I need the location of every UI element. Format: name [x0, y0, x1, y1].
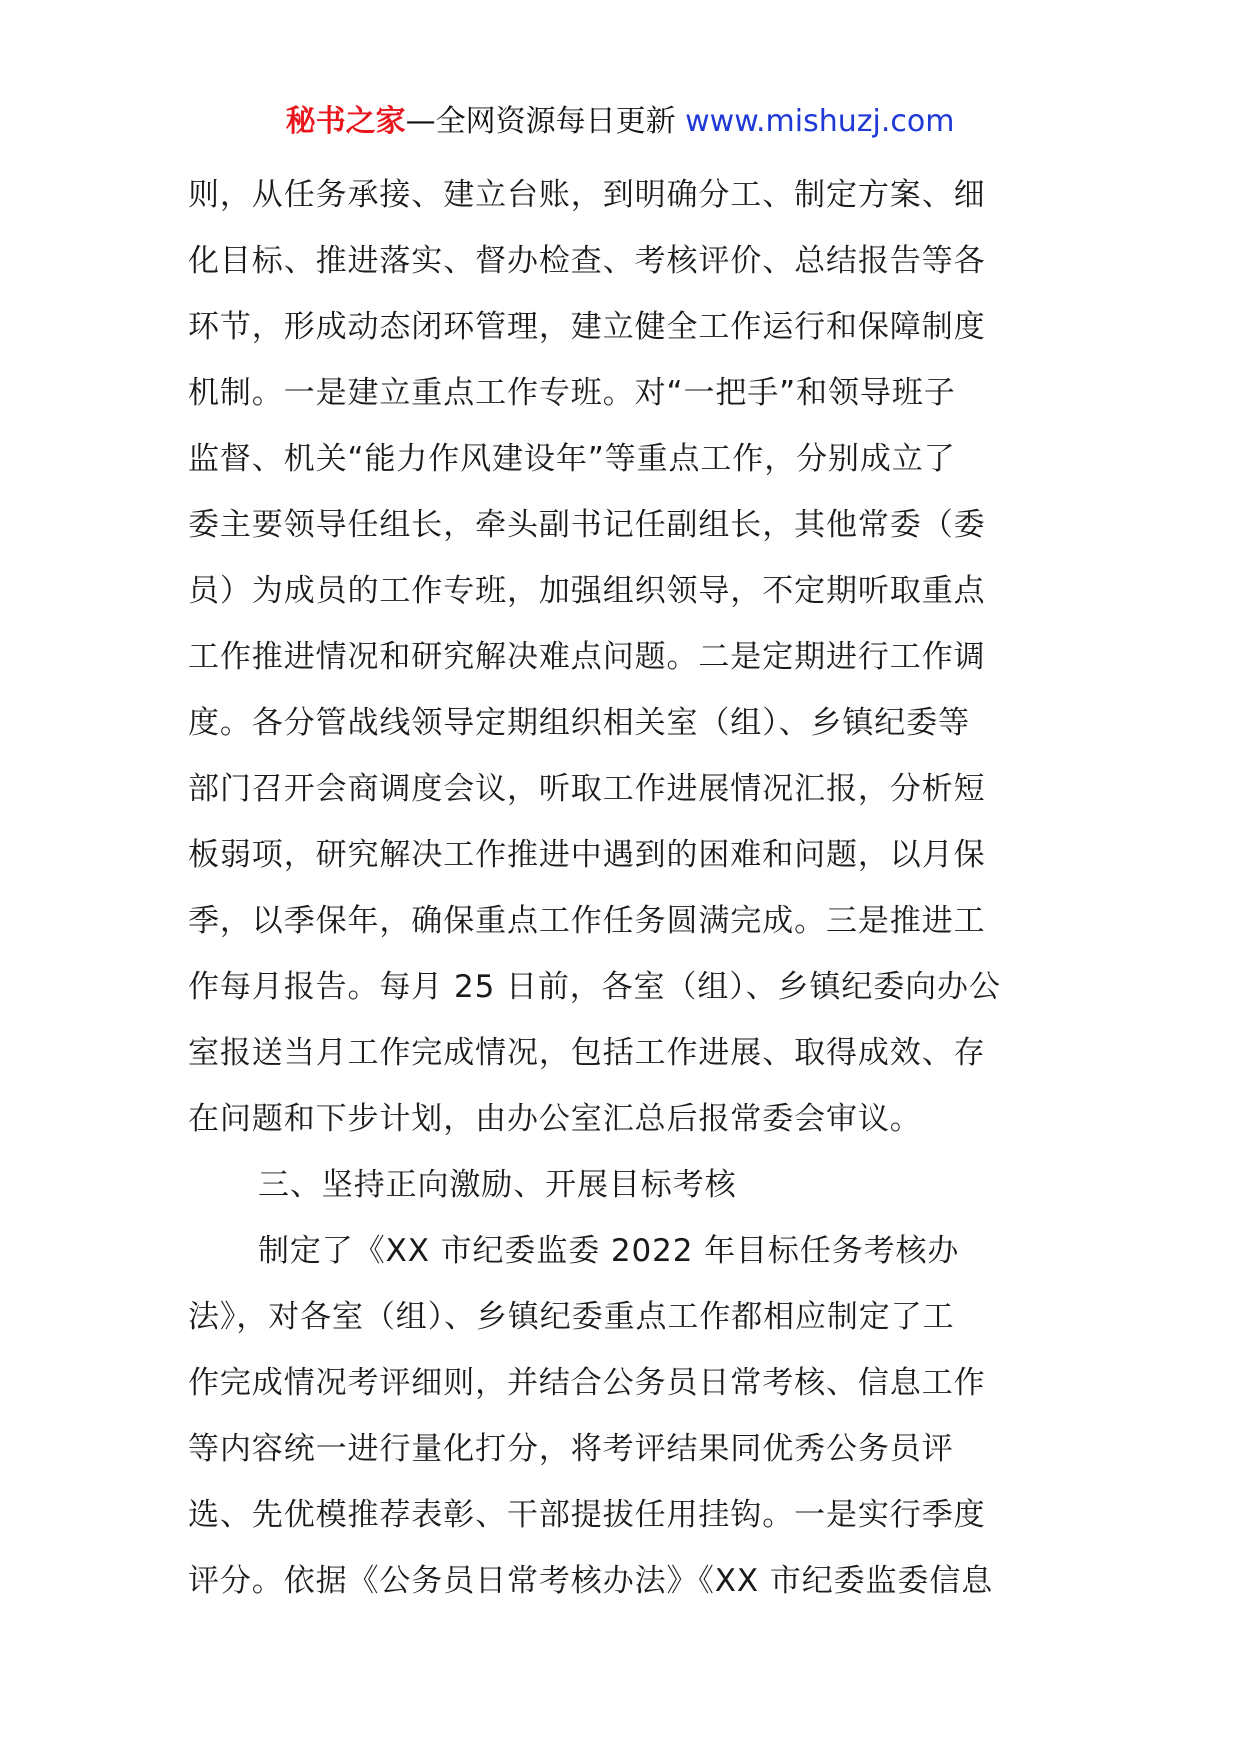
site-header [0, 100, 1240, 144]
document-body [188, 168, 1050, 1620]
text-line: 季，以季保年，确保重点工作任务圆满完成。三是推进工 [188, 903, 986, 939]
text-line: 板弱项，研究解决工作推进中遇到的困难和问题，以月保 [188, 837, 986, 873]
site-url-link[interactable]: www.mishuzj.com [685, 104, 955, 139]
text-line: 等内容统一进行量化打分，将考评结果同优秀公务员评 [188, 1431, 954, 1467]
text-line: 制定了《XX 市纪委监委 2022 年目标任务考核办 [258, 1233, 960, 1269]
header-tagline: —全网资源每日更新 [405, 104, 686, 139]
text-line: 部门召开会商调度会议，听取工作进展情况汇报，分析短 [188, 771, 986, 807]
text-line: 度。各分管战线领导定期组织相关室（组）、乡镇纪委等 [188, 705, 970, 741]
text-line: 室报送当月工作完成情况，包括工作进展、取得成效、存 [188, 1035, 986, 1071]
text-line: 化目标、推进落实、督办检查、考核评价、总结报告等各 [188, 243, 986, 279]
text-line: 工作推进情况和研究解决难点问题。二是定期进行工作调 [188, 639, 986, 675]
text-line: 作每月报告。每月 25 日前，各室（组）、乡镇纪委向办公 [188, 969, 1001, 1005]
text-line: 作完成情况考评细则，并结合公务员日常考核、信息工作 [188, 1365, 986, 1401]
text-line: 机制。一是建立重点工作专班。对“一把手”和领导班子 [188, 375, 956, 411]
text-line: 法》，对各室（组）、乡镇纪委重点工作都相应制定了工 [188, 1299, 955, 1335]
text-line: 评分。依据《公务员日常考核办法》《XX 市纪委监委信息 [188, 1563, 994, 1599]
text-line: 监督、机关“能力作风建设年”等重点工作，分别成立了 [188, 441, 956, 477]
brand-name: 秘书之家 [285, 104, 406, 139]
text-line: 在问题和下步计划，由办公室汇总后报常委会审议。 [188, 1101, 922, 1137]
section-heading: 三、坚持正向激励、开展目标考核 [258, 1167, 737, 1203]
text-line: 环节，形成动态闭环管理，建立健全工作运行和保障制度 [188, 309, 986, 345]
text-line: 则，从任务承接、建立台账，到明确分工、制定方案、细 [188, 177, 986, 213]
text-line: 委主要领导任组长，牵头副书记任副组长，其他常委（委 [188, 507, 986, 543]
text-line: 员）为成员的工作专班，加强组织领导，不定期听取重点 [188, 573, 986, 609]
text-line: 选、先优模推荐表彰、干部提拔任用挂钩。一是实行季度 [188, 1497, 986, 1533]
